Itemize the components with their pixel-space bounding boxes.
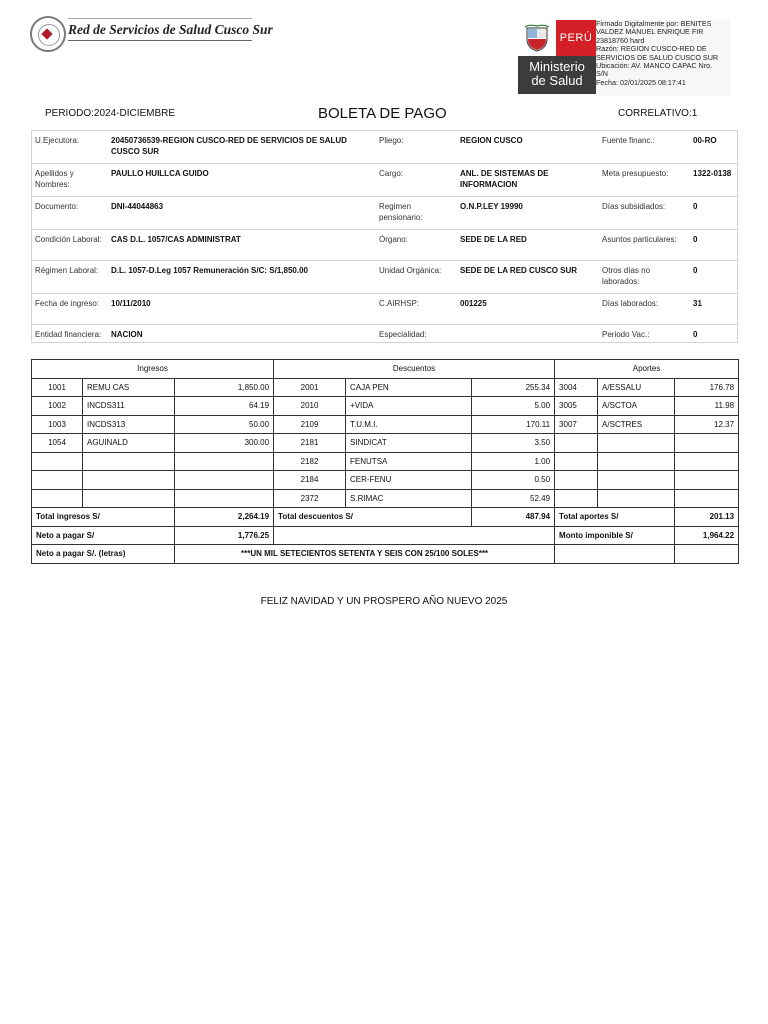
aporte-amount (675, 452, 739, 471)
aporte-code (555, 434, 598, 453)
network-name: Red de Servicios de Salud Cusco Sur (68, 22, 273, 37)
letras-row (32, 545, 739, 564)
info-label: Periodo Vac.: (602, 330, 650, 339)
digital-signature (596, 20, 730, 96)
neto-blank-cell (274, 526, 555, 545)
info-value (457, 325, 599, 356)
descuento-name: S.RIMAC (346, 489, 472, 508)
info-label: Entidad financiera: (35, 330, 102, 339)
ingreso-amount (175, 471, 274, 490)
info-label: Meta presupuesto: (599, 164, 690, 197)
signature-line: VALDEZ MANUEL ENRIQUE FIR (596, 28, 704, 37)
info-label: C.AIRHSP: (376, 294, 457, 325)
table-row (32, 397, 739, 416)
network-emblem-icon (30, 16, 66, 52)
info-value: NACION (111, 330, 143, 339)
info-row (32, 131, 739, 164)
correlativo-label: CORRELATIVO:1 (618, 108, 698, 119)
info-value: REGION CUSCO (457, 131, 599, 164)
info-value: 00-RO (690, 131, 739, 164)
info-value: 0 (690, 230, 739, 261)
info-value: 0 (690, 261, 739, 294)
aporte-name: A/SCTRES (598, 415, 675, 434)
descuento-code: 2109 (274, 415, 346, 434)
total-ingresos-value: 2,264.19 (175, 508, 274, 527)
ingreso-amount: 1,850.00 (175, 378, 274, 397)
info-value: O.N.P.LEY 19990 (457, 197, 599, 230)
info-value: SEDE DE LA RED CUSCO SUR (457, 261, 599, 294)
info-row (32, 197, 739, 230)
info-label: Regimen pensionario: (376, 197, 457, 230)
ingreso-name (83, 489, 175, 508)
ingresos-header: Ingresos (32, 360, 274, 379)
descuento-code: 2184 (274, 471, 346, 490)
ingreso-amount: 64.19 (175, 397, 274, 416)
descuento-name: +VIDA (346, 397, 472, 416)
info-row (32, 164, 739, 197)
ingreso-name (83, 471, 175, 490)
payroll-header-row (32, 360, 739, 379)
total-descuentos-label: Total descuentos S/ (274, 508, 472, 527)
info-label: Otros días no laborados: (599, 261, 690, 294)
info-label: Régimen Laboral: (32, 261, 108, 294)
info-label: Días laborados: (599, 294, 690, 325)
info-value: D.L. 1057-D.Leg 1057 Remuneración S/C: S/1,850.00 (108, 261, 376, 294)
info-label: Documento: (32, 197, 108, 230)
payroll-table (31, 359, 739, 564)
footer-greeting: FELIZ NAVIDAD Y UN PROSPERO AÑO NUEVO 2025 (260, 596, 508, 607)
total-aportes-label: Total aportes S/ (555, 508, 675, 527)
aportes-header: Aportes (555, 360, 739, 379)
descuento-amount: 1.00 (472, 452, 555, 471)
neto-label: Neto a pagar S/ (32, 526, 175, 545)
info-label: Condición Laboral: (32, 230, 108, 261)
letras-blank-cell (555, 545, 675, 564)
descuento-name: T.U.M.I. (346, 415, 472, 434)
signature-line: 23818760 hard (596, 36, 645, 45)
info-value: 001225 (457, 294, 599, 325)
title-bar (0, 104, 768, 128)
info-row (32, 230, 739, 261)
signature-line: Ubicación: AV. MANCO CAPAC Nro. (596, 62, 713, 71)
info-value: DNI-44044863 (108, 197, 376, 230)
descuento-name: FENUTSA (346, 452, 472, 471)
aporte-name: A/SCTOA (598, 397, 675, 416)
table-row (32, 452, 739, 471)
aporte-code (555, 489, 598, 508)
info-row (32, 325, 739, 356)
employee-info-panel (31, 130, 738, 343)
ingreso-code: 1001 (32, 378, 83, 397)
table-row (32, 489, 739, 508)
descuento-code: 2181 (274, 434, 346, 453)
document-header (0, 0, 768, 100)
ingreso-code (32, 471, 83, 490)
total-ingresos-label: Total ingresos S/ (32, 508, 175, 527)
monto-imponible-value: 1,964.22 (675, 526, 739, 545)
info-label: Apellidos y Nombres: (32, 164, 108, 197)
aporte-code: 3005 (555, 397, 598, 416)
signature-line: Fecha: 02/01/2025 08:17:41 (596, 78, 686, 87)
info-label: Días subsidiados: (599, 197, 690, 230)
info-value: ANL. DE SISTEMAS DE INFORMACION (457, 164, 599, 197)
info-label: Fecha de ingreso: (32, 294, 108, 325)
descuento-name: SINDICAT (346, 434, 472, 453)
descuento-amount: 170.11 (472, 415, 555, 434)
descuentos-header: Descuentos (274, 360, 555, 379)
aporte-amount: 11.98 (675, 397, 739, 416)
ingreso-code: 1003 (32, 415, 83, 434)
aporte-amount: 12.37 (675, 415, 739, 434)
letras-blank-cell (675, 545, 739, 564)
aporte-name: A/ESSALU (598, 378, 675, 397)
ministry-line-1: Ministerio (529, 59, 585, 74)
info-value: 20450736539-REGION CUSCO-RED DE SERVICIOS DE SALUD CUSCO SUR (108, 131, 376, 164)
ingreso-name: AGUINALD (83, 434, 175, 453)
aporte-amount (675, 471, 739, 490)
ingreso-name: INCDS313 (83, 415, 175, 434)
ingreso-name: REMU CAS (83, 378, 175, 397)
ingreso-amount: 50.00 (175, 415, 274, 434)
info-value: PAULLO HUILLCA GUIDO (108, 164, 376, 197)
employee-info-table (32, 131, 739, 355)
aporte-code (555, 471, 598, 490)
info-row (32, 261, 739, 294)
info-value: 10/11/2010 (108, 294, 376, 325)
ingreso-code (32, 489, 83, 508)
aporte-amount: 176.78 (675, 378, 739, 397)
descuento-amount: 255.34 (472, 378, 555, 397)
peru-label: PERÚ (556, 20, 596, 56)
aporte-amount (675, 434, 739, 453)
signature-line: S/N (596, 70, 608, 79)
ingreso-name (83, 452, 175, 471)
descuento-amount: 3.50 (472, 434, 555, 453)
neto-value: 1,776.25 (175, 526, 274, 545)
descuento-code: 2001 (274, 378, 346, 397)
aporte-name (598, 452, 675, 471)
aporte-name (598, 471, 675, 490)
descuento-amount: 52.49 (472, 489, 555, 508)
signature-line: SERVICIOS DE SALUD CUSCO SUR (596, 53, 719, 62)
descuento-code: 2010 (274, 397, 346, 416)
info-label: Pliego: (376, 131, 457, 164)
coat-of-arms-icon (518, 20, 556, 56)
ingreso-code: 1002 (32, 397, 83, 416)
info-label: Unidad Orgánica: (376, 261, 457, 294)
ingreso-code: 1054 (32, 434, 83, 453)
info-row (32, 294, 739, 325)
ministry-line-2: de Salud (531, 73, 583, 88)
descuento-name: CAJA PEN (346, 378, 472, 397)
aporte-amount (675, 489, 739, 508)
neto-letras-label: Neto a pagar S/. (letras) (32, 545, 175, 564)
aporte-code (555, 452, 598, 471)
info-label: Fuente financ.: (599, 131, 690, 164)
total-aportes-value: 201.13 (675, 508, 739, 527)
info-value: 0 (693, 330, 698, 339)
ministry-logo (518, 20, 596, 96)
totals-row (32, 508, 739, 527)
table-row (32, 378, 739, 397)
ingreso-name: INCDS311 (83, 397, 175, 416)
ingreso-code (32, 452, 83, 471)
total-descuentos-value: 487.94 (472, 508, 555, 527)
neto-row (32, 526, 739, 545)
info-value: CAS D.L. 1057/CAS ADMINISTRAT (108, 230, 376, 261)
table-row (32, 415, 739, 434)
neto-letras-value: ***UN MIL SETECIENTOS SETENTA Y SEIS CON 25/100 SOLES*** (175, 545, 555, 564)
page-title: BOLETA DE PAGO (318, 105, 447, 122)
ingreso-amount (175, 489, 274, 508)
aporte-name (598, 489, 675, 508)
descuento-amount: 0.50 (472, 471, 555, 490)
info-label: Especialidad: (379, 330, 427, 339)
monto-imponible-label: Monto imponible S/ (555, 526, 675, 545)
info-label: Asuntos particulares: (599, 230, 690, 261)
signature-line: Razón: REGION CUSCO-RED DE (596, 45, 707, 54)
aporte-code: 3007 (555, 415, 598, 434)
periodo-label: PERIODO:2024-DICIEMBRE (45, 108, 176, 119)
info-value: 1322-0138 (690, 164, 739, 197)
info-label: U.Ejecutora: (32, 131, 108, 164)
network-logo (30, 16, 273, 56)
descuento-code: 2182 (274, 452, 346, 471)
ingreso-amount (175, 452, 274, 471)
table-row (32, 434, 739, 453)
descuento-code: 2372 (274, 489, 346, 508)
descuento-amount: 5.00 (472, 397, 555, 416)
info-value: SEDE DE LA RED (457, 230, 599, 261)
ministry-name (518, 56, 596, 94)
info-label: Cargo: (376, 164, 457, 197)
signature-line: Firmado Digitalmente por: BENITES (596, 20, 712, 28)
descuento-name: CER-FENU (346, 471, 472, 490)
table-row (32, 471, 739, 490)
info-label: Órgano: (376, 230, 457, 261)
aporte-code: 3004 (555, 378, 598, 397)
info-value: 0 (690, 197, 739, 230)
aporte-name (598, 434, 675, 453)
ingreso-amount: 300.00 (175, 434, 274, 453)
info-value: 31 (690, 294, 739, 325)
